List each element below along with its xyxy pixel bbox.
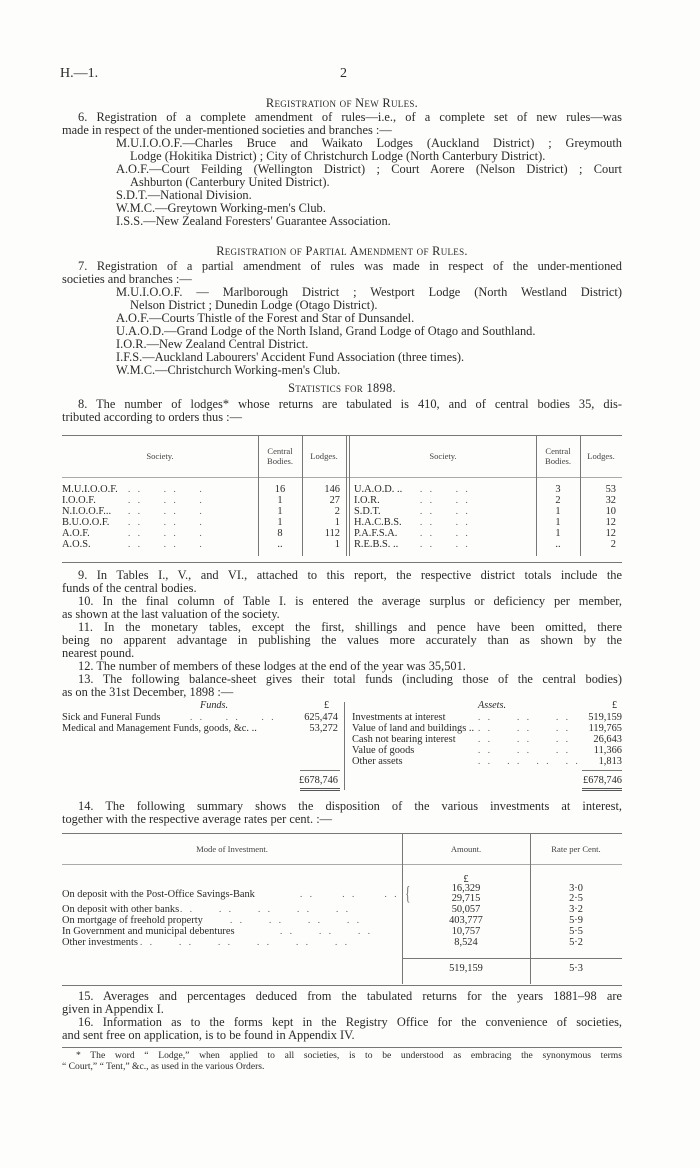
central-bodies-value: 16: [274, 484, 286, 495]
dot-leader: . . . . .: [128, 484, 206, 494]
header-central-bodies: Central Bodies.: [266, 446, 294, 466]
asset-label: Value of land and buildings ..: [352, 723, 475, 734]
dot-leader: . . . . .: [128, 495, 206, 505]
col-divider: [346, 436, 347, 556]
investment-label: In Government and municipal debentures: [62, 926, 235, 937]
footnote-line-2: “ Court,” “ Tent,” &c., as used in the various Orders.: [62, 1061, 265, 1072]
list-item: S.D.T.—National Division.: [116, 188, 252, 202]
dot-leader: . . . . . . . .: [478, 756, 579, 766]
lodges-value: 1: [334, 539, 340, 550]
brace-icon: {: [405, 883, 411, 905]
dot-leader: . . . . .: [128, 506, 206, 516]
para-15-line-2: given in Appendix I.: [62, 1002, 164, 1016]
asset-label: Other assets: [352, 756, 403, 767]
table-rule: [62, 833, 622, 834]
society-name: M.U.I.O.O.F.: [62, 484, 118, 495]
dot-leader: . . . . . .: [478, 712, 569, 722]
header-mode: Mode of Investment.: [196, 844, 268, 854]
investment-rate: 2·5: [569, 893, 583, 904]
table-rule: [62, 864, 622, 865]
list-item: M.U.I.O.O.F. — Marlborough District ; Westport Lodge (North Westland District): [116, 285, 622, 299]
lodges-value: 2: [334, 506, 340, 517]
lodges-value: 10: [605, 506, 616, 517]
central-bodies-value: ..: [555, 539, 561, 550]
society-name: B.U.O.O.F.: [62, 517, 110, 528]
para-14-line-2: together with the respective average rates per cent. :—: [62, 812, 333, 826]
society-name: N.I.O.O.F...: [62, 506, 112, 517]
dot-leader: . . . . . .: [280, 926, 371, 936]
central-bodies-value: ..: [277, 539, 283, 550]
dot-leader: . . . .: [420, 528, 492, 538]
list-item: I.F.S.—Auckland Labourers' Accident Fund Association (three times).: [116, 350, 465, 364]
dot-leader: . . . .: [420, 484, 492, 494]
list-item: A.O.F.—Courts Thistle of the Forest and Star of Dunsandel.: [116, 311, 415, 325]
para-16-line-2: and sent free on application, is to be found in Appendix IV.: [62, 1028, 355, 1042]
total-rule: [582, 788, 622, 791]
investment-rate: 5·2: [569, 937, 583, 948]
para-15-line-1: 15. Averages and percentages deduced from the tabulated returns for the years 1881–98 are: [78, 989, 622, 1003]
society-name: R.E.B.S. ..: [354, 539, 399, 550]
currency-symbol: £: [463, 874, 469, 885]
central-bodies-value: 1: [277, 517, 283, 528]
dot-leader: . . . .: [420, 495, 492, 505]
fund-amount: 53,272: [309, 723, 338, 734]
document-reference: H.—1.: [60, 66, 99, 81]
para-8-line-2: tributed according to orders thus :—: [62, 410, 242, 424]
total-rate: 5·3: [569, 963, 583, 974]
asset-label: Investments at interest: [352, 712, 446, 723]
header-society: Society.: [429, 451, 457, 461]
lodges-value: 1: [334, 517, 340, 528]
sum-rule: [300, 770, 340, 771]
header-central-bodies: Central Bodies.: [544, 446, 572, 466]
society-name: I.O.O.F.: [62, 495, 96, 506]
investment-amount: 8,524: [454, 937, 478, 948]
society-name: U.A.O.D. ..: [354, 484, 403, 495]
list-item: M.U.I.O.O.F.—Charles Bruce and Waikato Lodges (Auckland District) ; Greymouth: [116, 136, 622, 150]
central-bodies-value: 8: [277, 528, 283, 539]
para-11-line: being no apparent advantage in publishing the values more accurately than as shown by the: [62, 633, 622, 647]
para-6-line-2: made in respect of the under-mentioned societies and branches :—: [62, 123, 392, 137]
table-rule: [62, 985, 622, 986]
dot-leader: . . . .: [420, 539, 492, 549]
para-14-line-1: 14. The following summary shows the disposition of the various investments at interest,: [78, 799, 622, 813]
balance-divider: [344, 702, 345, 790]
dot-leader: . . . . . .: [190, 712, 275, 722]
society-name: P.A.F.S.A.: [354, 528, 398, 539]
footnote-rule: [62, 1047, 622, 1048]
para-12-line: 12. The number of members of these lodges at the end of the year was 35,501.: [78, 659, 466, 673]
asset-amount: 519,159: [588, 712, 622, 723]
para-9-line: funds of the central bodies.: [62, 581, 197, 595]
dot-leader: . . . . .: [128, 517, 206, 527]
central-bodies-value: 1: [555, 506, 561, 517]
para-7-line-1: 7. Registration of a partial amendment of rules was made in respect of the under-mentioned: [78, 259, 622, 273]
fund-label: Sick and Funeral Funds: [62, 712, 161, 723]
central-bodies-value: 1: [555, 517, 561, 528]
lodges-value: 53: [605, 484, 616, 495]
dot-leader: . . . .: [420, 517, 492, 527]
para-11-line: 11. In the monetary tables, except the first, shillings and pence have been omitted, there: [78, 620, 622, 634]
header-lodges: Lodges.: [587, 451, 615, 461]
fund-amount: 625,474: [304, 712, 338, 723]
para-13-line: 13. The following balance-sheet gives their total funds (including those of the central bodies): [78, 672, 622, 686]
table-rule: [62, 562, 622, 563]
table-rule: [402, 958, 622, 959]
funds-total: £678,746: [299, 775, 338, 786]
para-10-line: as shown at the last valuation of the society.: [62, 607, 280, 621]
investment-rate: 3·2: [569, 904, 583, 915]
para-7-line-2: societies and branches :—: [62, 272, 192, 286]
investment-rate: 3·0: [569, 883, 583, 894]
header-lodges: Lodges.: [310, 451, 338, 461]
investment-amount: 50,057: [451, 904, 481, 915]
dot-leader: . . . . . .: [300, 889, 398, 899]
dot-leader: . . . . . .: [478, 745, 569, 755]
list-item: I.S.S.—New Zealand Foresters' Guarantee Association.: [116, 214, 391, 228]
header-amount: Amount.: [450, 844, 482, 854]
assets-total: £678,746: [583, 775, 622, 786]
society-name: S.D.T.: [354, 506, 381, 517]
list-item-cont: Nelson District ; Dunedin Lodge (Otago District).: [130, 298, 378, 312]
heading-new-rules: Registration of New Rules.: [265, 96, 419, 110]
para-10-line: 10. In the final column of Table I. is entered the average surplus or deficiency per member,: [78, 594, 622, 608]
lodges-value: 12: [605, 528, 616, 539]
header-rate: Rate per Cent.: [551, 844, 601, 854]
dot-leader: . . . . .: [128, 528, 206, 538]
sum-rule: [582, 770, 622, 771]
list-item: W.M.C.—Christchurch Working-men's Club.: [116, 363, 341, 377]
fund-label: Medical and Management Funds, goods, &c. ..: [62, 723, 257, 734]
asset-amount: 119,765: [588, 723, 622, 734]
lodges-value: 2: [610, 539, 616, 550]
list-item-cont: Ashburton (Canterbury United District).: [130, 175, 330, 189]
para-11-line: nearest pound.: [62, 646, 135, 660]
table-rule: [62, 477, 622, 478]
lodges-value: 32: [605, 495, 616, 506]
investment-label: Other investments: [62, 937, 138, 948]
society-name: I.O.R.: [354, 495, 380, 506]
lodges-value: 27: [329, 495, 340, 506]
dot-leader: . . . .: [420, 506, 492, 516]
central-bodies-value: 1: [555, 528, 561, 539]
para-8-line-1: 8. The number of lodges* whose returns are tabulated is 410, and of central bodies 35, dis-: [78, 397, 622, 411]
investment-amount: 16,329: [451, 883, 481, 894]
dot-leader: . . . . .: [128, 539, 206, 549]
asset-label: Cash not bearing interest: [352, 734, 456, 745]
asset-amount: 26,643: [593, 734, 622, 745]
page-number: 2: [340, 66, 347, 81]
total-rule: [300, 788, 340, 791]
dot-leader: . . . . . .: [478, 723, 569, 733]
lodges-value: 12: [605, 517, 616, 528]
investment-rate: 5·9: [569, 915, 583, 926]
investment-amount: 10,757: [451, 926, 481, 937]
para-6-line-1: 6. Registration of a complete amendment of rules—i.e., of a complete set of new rules—was: [78, 110, 622, 124]
list-item: A.O.F.—Court Feilding (Wellington District) ; Court Aorere (Nelson District) ; Court: [116, 162, 622, 176]
dot-leader: . . . . . . . . . . . .: [140, 937, 348, 947]
lodges-value: 112: [324, 528, 340, 539]
investment-label: On deposit with other banks: [62, 904, 180, 915]
dot-leader: . . . . . . . . . .: [180, 904, 349, 914]
dot-leader: . . . . . .: [478, 734, 569, 744]
investment-amount: 403,777: [449, 915, 483, 926]
dot-leader: . . . . . . . .: [230, 915, 360, 925]
table-rule: [62, 435, 622, 436]
society-name: H.A.C.B.S.: [354, 517, 402, 528]
society-name: A.O.S.: [62, 539, 91, 550]
central-bodies-value: 1: [277, 495, 283, 506]
central-bodies-value: 1: [277, 506, 283, 517]
heading-partial-amendment: Registration of Partial Amendment of Rules.: [216, 244, 468, 258]
investment-amount: 29,715: [451, 893, 481, 904]
list-item-cont: Lodge (Hokitika District) ; City of Christchurch Lodge (North Canterbury District).: [130, 149, 546, 163]
currency-symbol: £: [612, 700, 618, 711]
total-amount: 519,159: [449, 963, 483, 974]
asset-label: Value of goods: [352, 745, 415, 756]
para-13-line: as on the 31st December, 1898 :—: [62, 685, 234, 699]
heading-statistics: Statistics for 1898.: [288, 381, 396, 395]
lodges-value: 146: [324, 484, 340, 495]
assets-heading: Assets.: [478, 700, 507, 711]
footnote-line-1: * The word “ Lodge,” when applied to all societies, is to be understood as embracing the synonymous terms: [76, 1050, 622, 1061]
central-bodies-value: 2: [555, 495, 561, 506]
currency-symbol: £: [324, 700, 330, 711]
investment-label: On mortgage of freehold property: [62, 915, 203, 926]
asset-amount: 11,366: [593, 745, 622, 756]
central-bodies-value: 3: [555, 484, 561, 495]
asset-amount: 1,813: [598, 756, 622, 767]
list-item: I.O.R.—New Zealand Central District.: [116, 337, 309, 351]
investment-rate: 5·5: [569, 926, 583, 937]
society-name: A.O.F.: [62, 528, 90, 539]
para-9-line: 9. In Tables I., V., and VI., attached to this report, the respective district totals include the: [78, 568, 622, 582]
header-society: Society.: [146, 451, 174, 461]
para-16-line-1: 16. Information as to the forms kept in the Registry Office for the convenience of societies,: [78, 1015, 622, 1029]
list-item: W.M.C.—Greytown Working-men's Club.: [116, 201, 326, 215]
funds-heading: Funds.: [200, 700, 229, 711]
investment-label: On deposit with the Post-Office Savings-Bank: [62, 889, 255, 900]
list-item: U.A.O.D.—Grand Lodge of the North Island, Grand Lodge of Otago and Southland.: [116, 324, 536, 338]
